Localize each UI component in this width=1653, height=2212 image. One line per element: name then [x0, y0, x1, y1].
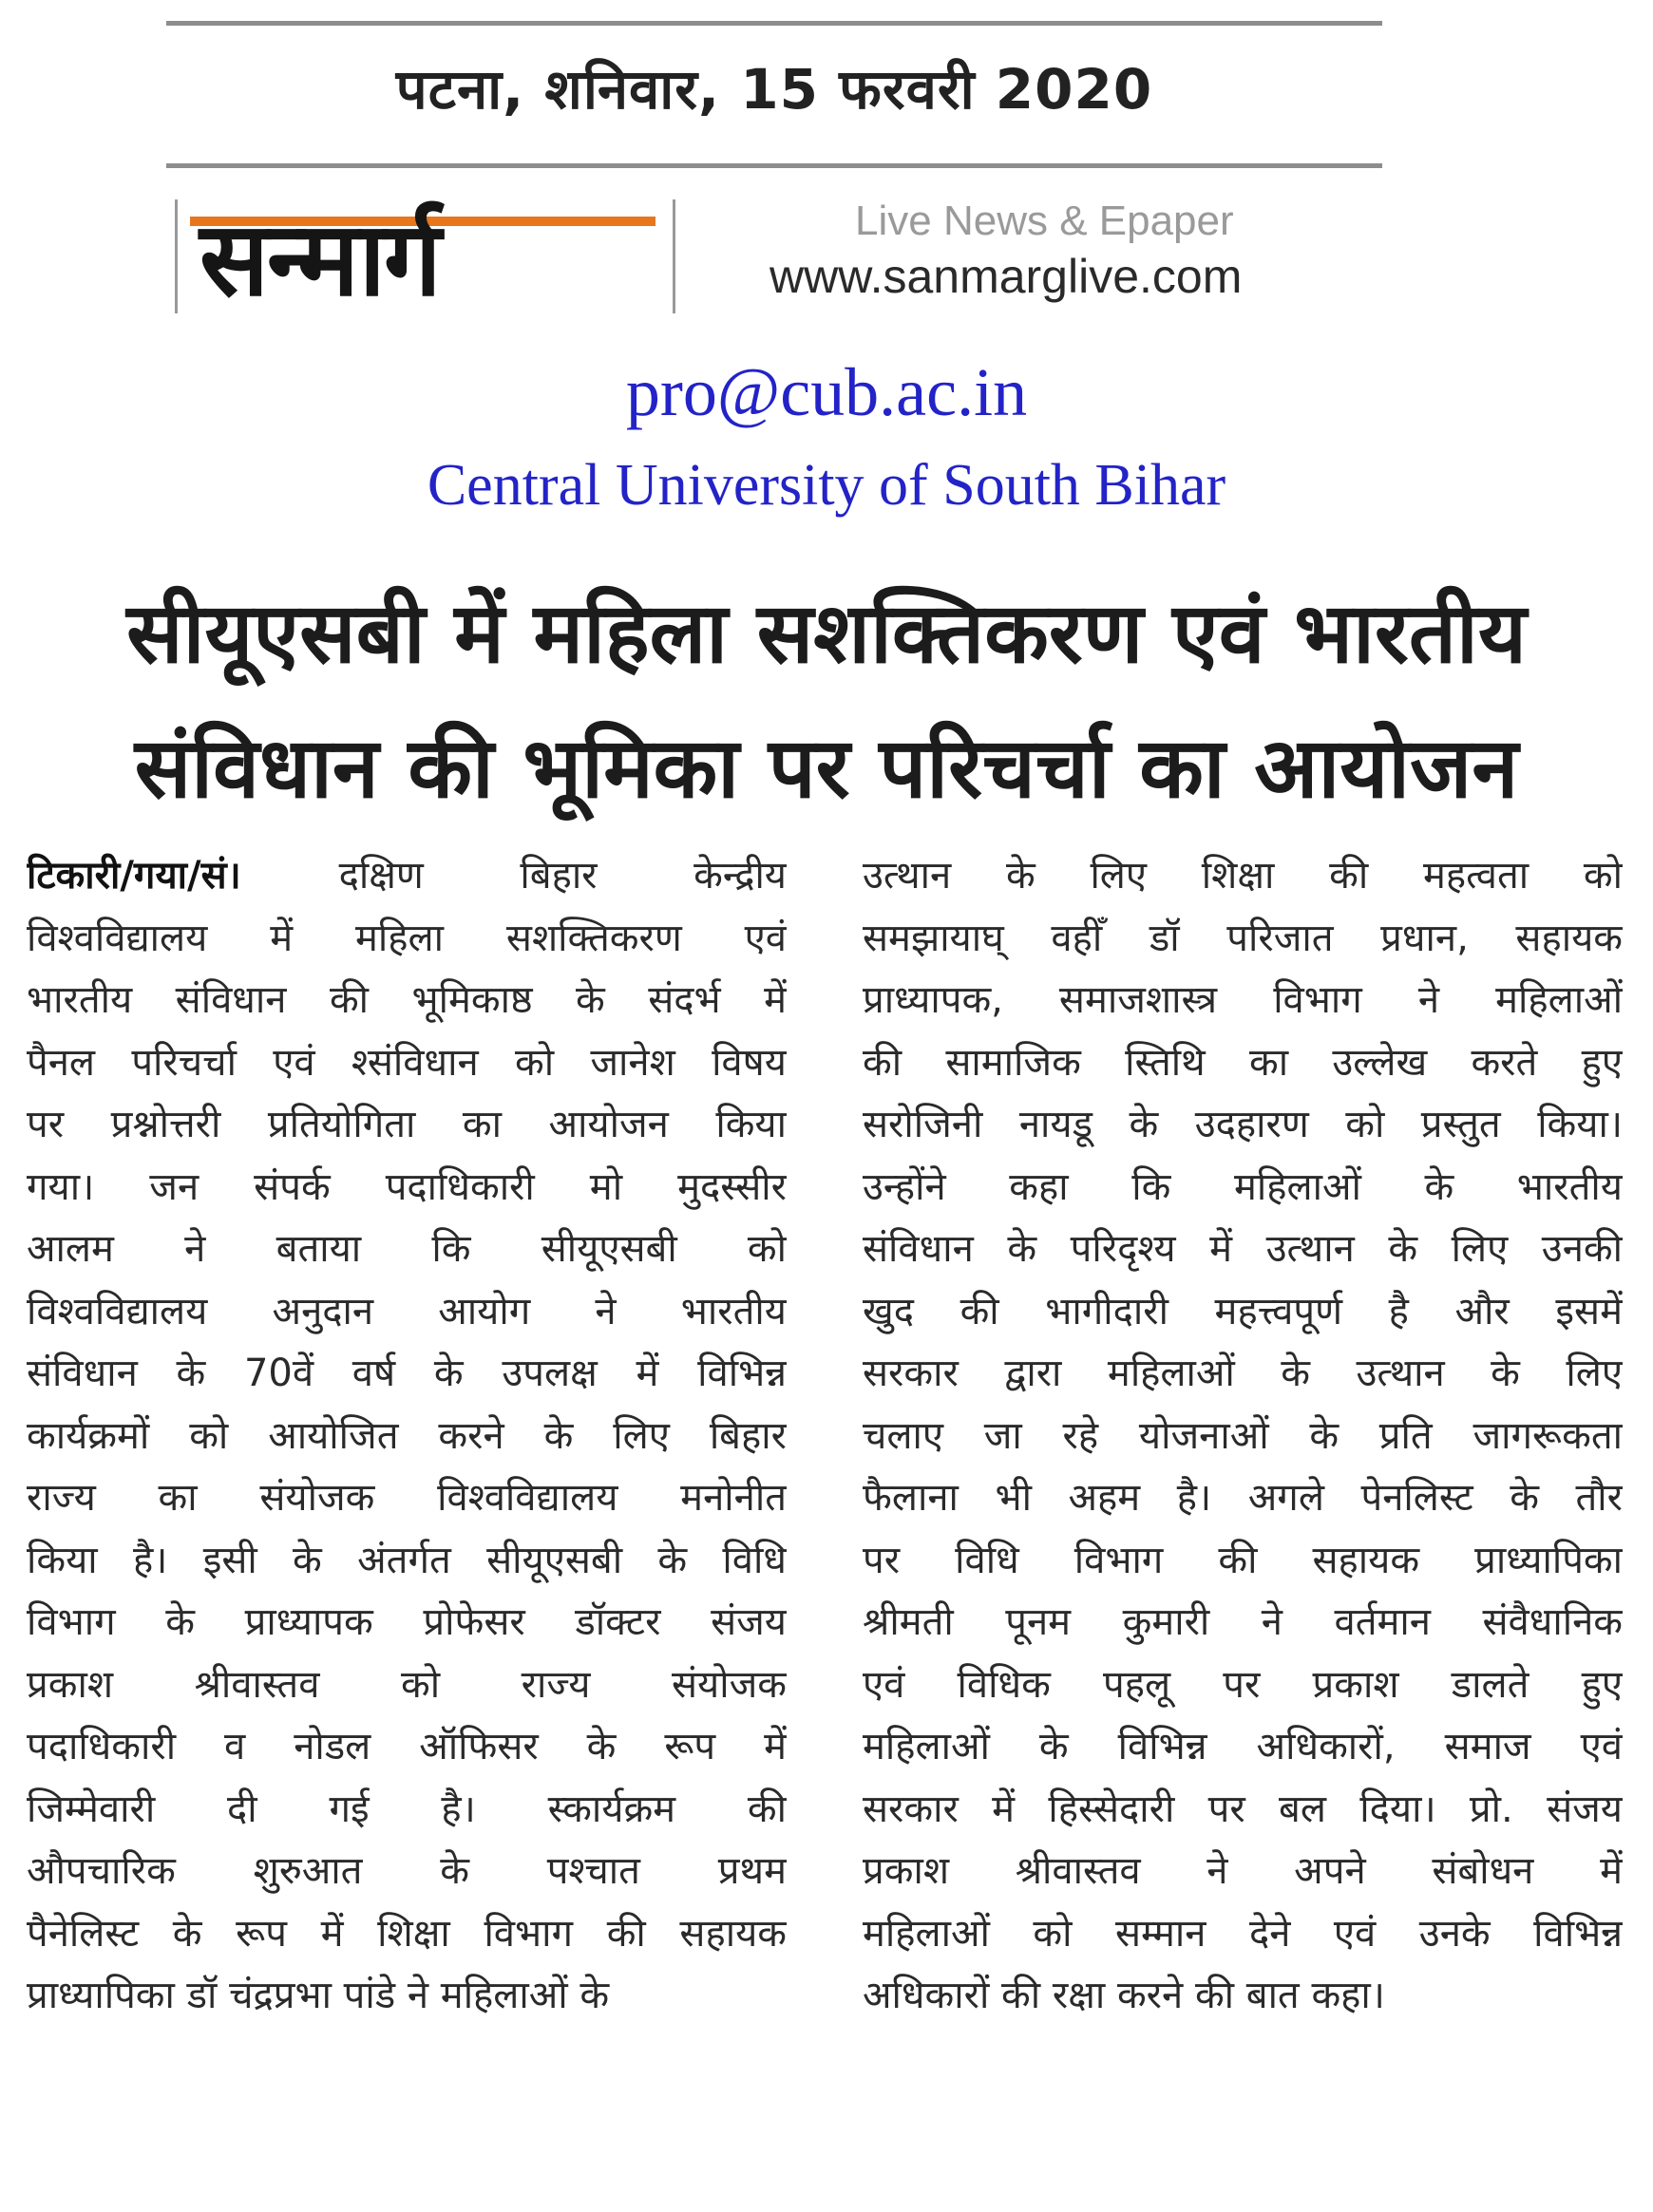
article-text-line: पर विधि विभाग की सहायक प्राध्यापिका — [863, 1538, 1623, 1582]
article-text-line: कार्यक्रमों को आयोजित करने के लिए बिहार — [27, 1413, 787, 1458]
website-url: www.sanmarglive.com — [770, 250, 1243, 303]
article-text-line: की सामाजिक स्तिथि का उल्लेख करते हुए — [863, 1040, 1623, 1085]
article-text-line: पदाधिकारी व नोडल ऑफिसर के रूप में — [27, 1725, 787, 1768]
article-text-line: श्रीमती पूनम कुमारी ने वर्तमान संवैधानिक — [863, 1600, 1623, 1644]
header-rule — [166, 163, 1382, 168]
article-text-line: महिलाओं के विभिन्न अधिकारों, समाज एवं — [863, 1725, 1623, 1768]
article-text-line: उत्थान के लिए शिक्षा की महत्वता को — [863, 854, 1623, 898]
article-text-line: प्रकाश श्रीवास्तव को राज्य संयोजक — [27, 1662, 787, 1707]
article-headline — [57, 566, 1596, 836]
headline-line-1: सीयूएसबी में महिला सशक्तिकरण एवं भारतीय — [126, 584, 1527, 682]
headline-line-2: संविधान की भूमिका पर परिचर्चा का आयोजन — [134, 719, 1519, 817]
article-text-line: गया। जन संपर्क पदाधिकारी मो मुदस्सीर — [27, 1164, 787, 1209]
article-column-right — [863, 845, 1623, 2028]
article-text-line: उन्होंने कहा कि महिलाओं के भारतीय — [863, 1164, 1623, 1209]
newspaper-logo: सन्मार्ग — [200, 200, 440, 319]
article-text-line: प्राध्यापक, समाजशास्त्र विभाग ने महिलाओं — [863, 978, 1623, 1022]
top-rule — [166, 21, 1382, 26]
article-text-line: संविधान के 70वें वर्ष के उपलक्ष में विभिन्न — [27, 1352, 787, 1395]
article-byline: टिकारी/गया/सं। — [27, 854, 339, 898]
article-text-line: खुद की भागीदारी महत्त्वपूर्ण है और इसमें — [863, 1289, 1623, 1333]
article-text-line: सरोजिनी नायडू के उदहारण को प्रस्तुत किया। — [863, 1103, 1623, 1146]
masthead-divider-right — [673, 199, 675, 313]
article-text-line: सरकार में हिस्सेदारी पर बल दिया। प्रो. संजय — [863, 1787, 1623, 1831]
article-text-line: चलाए जा रहे योजनाओं के प्रति जागरूकता — [863, 1413, 1623, 1458]
article-text-line: प्रकाश श्रीवास्तव ने अपने संबोधन में — [863, 1849, 1623, 1893]
article-text-line: राज्य का संयोजक विश्वविद्यालय मनोनीत — [27, 1476, 787, 1520]
article-text-line — [27, 845, 787, 908]
masthead-logo — [171, 190, 684, 323]
article-text-line: समझायाघ् वहीँ डॉ परिजात प्रधान, सहायक — [863, 916, 1623, 960]
article-text-line: भारतीय संविधान की भूमिकाष्ठ के संदर्भ में — [27, 978, 787, 1022]
article-text-line: विश्वविद्यालय अनुदान आयोग ने भारतीय — [27, 1289, 787, 1333]
masthead-divider-left — [175, 199, 178, 313]
article-text-line: जिम्मेवारी दी गई है। स्कार्यक्रम की — [27, 1787, 787, 1831]
article-text-line: विभाग के प्राध्यापक प्रोफेसर डॉक्टर संजय — [27, 1600, 787, 1644]
article-text-line: पर प्रश्नोत्तरी प्रतियोगिता का आयोजन किया — [27, 1103, 787, 1146]
article-text-line: महिलाओं को सम्मान देने एवं उनके विभिन्न — [863, 1911, 1623, 1956]
article-text-line: आलम ने बताया कि सीयूएसबी को — [27, 1227, 787, 1271]
contact-email: pro@cub.ac.in — [625, 354, 1028, 430]
article-text-line: अधिकारों की रक्षा करने की बात कहा। — [863, 1974, 1385, 2017]
article-column-left — [27, 845, 787, 2028]
article-text-line: किया है। इसी के अंतर्गत सीयूएसबी के विधि — [27, 1538, 787, 1582]
epaper-info — [770, 198, 1340, 304]
article-text-line: फैलाना भी अहम है। अगले पेनलिस्ट के तौर — [863, 1476, 1623, 1520]
live-news-label: Live News & Epaper — [855, 198, 1234, 244]
article-text-line: औपचारिक शुरुआत के पश्चात प्रथम — [27, 1849, 787, 1893]
article-text-line: प्राध्यापिका डॉ चंद्रप्रभा पांडे ने महिलाओं के — [27, 1974, 610, 2017]
dateline: पटना, शनिवार, 15 फरवरी 2020 — [395, 57, 1153, 122]
article-text-line: एवं विधिक पहलू पर प्रकाश डालते हुए — [863, 1662, 1623, 1707]
article-text-line: सरकार द्वारा महिलाओं के उत्थान के लिए — [863, 1352, 1623, 1395]
article-text-fragment: दक्षिण बिहार केन्द्रीय — [338, 854, 787, 898]
article-text-line: पैनेलिस्ट के रूप में शिक्षा विभाग की सहायक — [27, 1911, 787, 1956]
article-text-line: पैनल परिचर्चा एवं श्संविधान को जानेश विषय — [27, 1040, 787, 1085]
article-text-line: विश्वविद्यालय में महिला सशक्तिकरण एवं — [27, 916, 787, 960]
university-name: Central University of South Bihar — [427, 453, 1226, 518]
article-text-line: संविधान के परिदृश्य में उत्थान के लिए उनकी — [863, 1227, 1623, 1271]
